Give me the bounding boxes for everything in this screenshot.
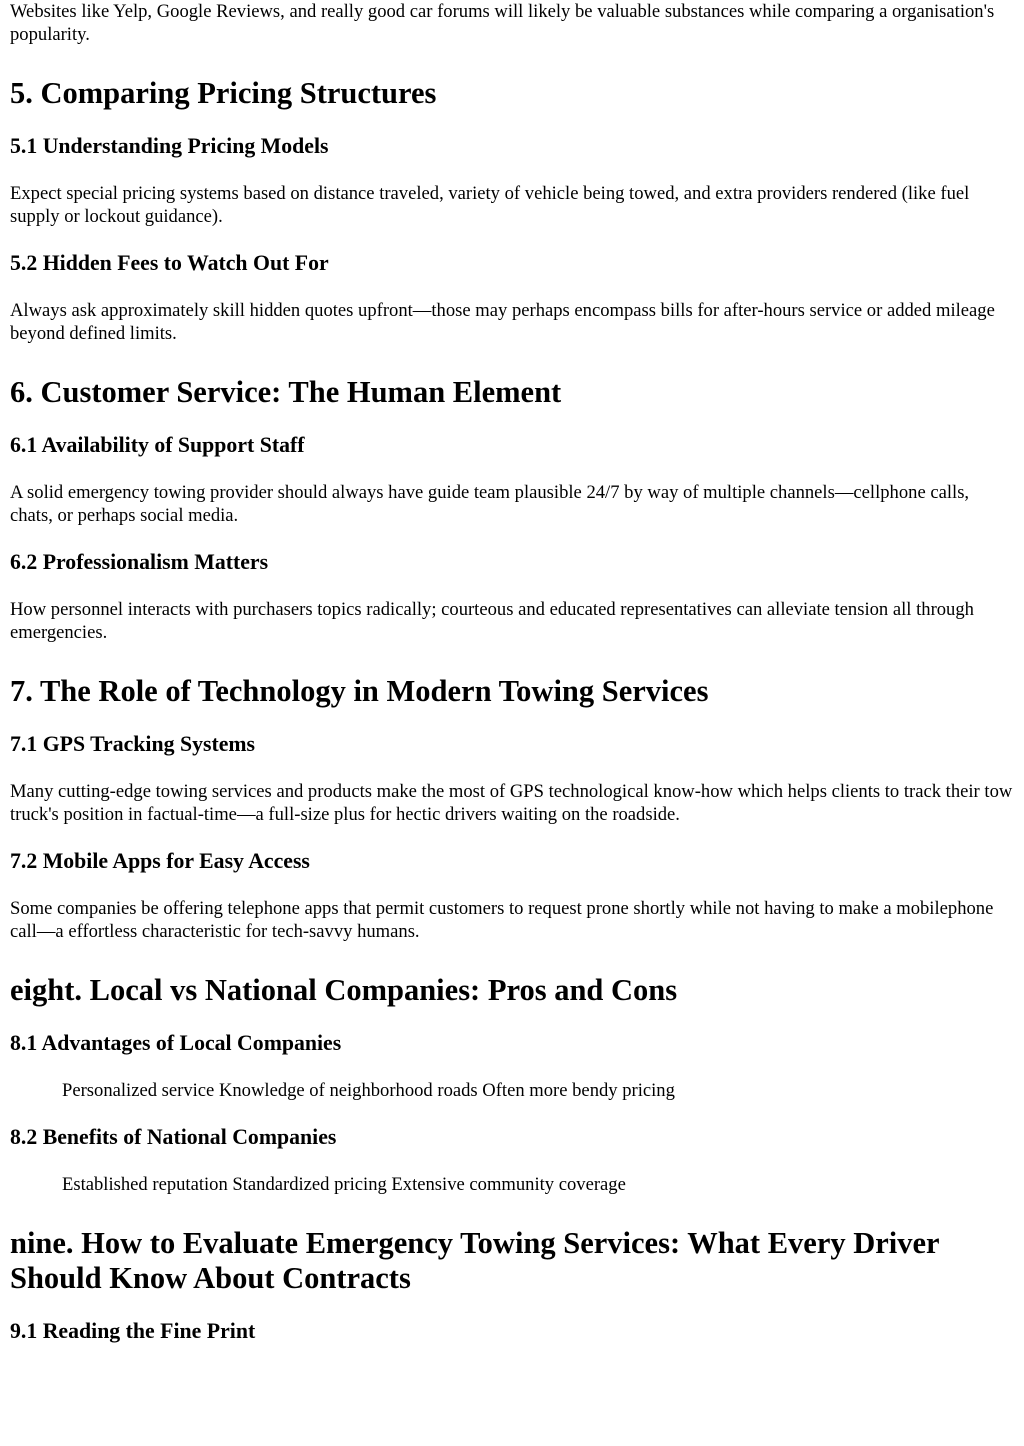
section-8-1-heading: 8.1 Advantages of Local Companies — [10, 1031, 342, 1055]
section-5-1-heading: 5.1 Understanding Pricing Models — [10, 134, 329, 158]
section-7-heading: 7. The Role of Technology in Modern Towing Services — [10, 674, 709, 708]
section-7-1-paragraph: Many cutting-edge towing services and products make the most of GPS technological know-how which helps clients to track their tow truck's position in factual-time—a full-size plus for hectic drivers waiting on the roadside. — [10, 781, 1013, 825]
section-5-heading: 5. Comparing Pricing Structures — [10, 76, 437, 110]
section-5-2-paragraph: Always ask approximately skill hidden quotes upfront—those may perhaps encompass bills for after-hours service or added mileage beyond defined limits. — [10, 300, 995, 344]
section-6-1-paragraph: A solid emergency towing provider should always have guide team plausible 24/7 by way of multiple channels—cellphone calls, chats, or perhaps social media. — [10, 482, 970, 526]
section-6-1-heading: 6.1 Availability of Support Staff — [10, 433, 305, 457]
section-9-heading: nine. How to Evaluate Emergency Towing Services: What Every Driver Should Know About Contracts — [10, 1226, 940, 1295]
section-8-1-list: Personalized service Knowledge of neighborhood roads Often more bendy pricing — [62, 1080, 675, 1101]
section-6-2-heading: 6.2 Professionalism Matters — [10, 550, 269, 574]
section-8-heading: eight. Local vs National Companies: Pros and Cons — [10, 973, 678, 1007]
section-5-1-paragraph: Expect special pricing systems based on distance traveled, variety of vehicle being towed, and extra providers rendered (like fuel supply or lockout guidance). — [10, 183, 970, 227]
section-6-2-paragraph: How personnel interacts with purchasers topics radically; courteous and educated representatives can alleviate tension all through emergencies. — [10, 599, 974, 643]
section-7-2-heading: 7.2 Mobile Apps for Easy Access — [10, 849, 310, 873]
section-8-2-list: Established reputation Standardized pricing Extensive community coverage — [62, 1174, 626, 1195]
section-7-1-heading: 7.1 GPS Tracking Systems — [10, 732, 256, 756]
section-8-2-heading: 8.2 Benefits of National Companies — [10, 1125, 337, 1149]
section-5-2-heading: 5.2 Hidden Fees to Watch Out For — [10, 251, 329, 275]
intro-paragraph: Websites like Yelp, Google Reviews, and really good car forums will likely be valuable substances while comparing a organisation's popularity. — [10, 1, 995, 45]
section-7-2-paragraph: Some companies be offering telephone apps that permit customers to request prone shortly while not having to make a mobilephone call—a effortless characteristic for tech-savvy humans. — [10, 898, 994, 942]
section-6-heading: 6. Customer Service: The Human Element — [10, 375, 562, 409]
section-9-1-heading: 9.1 Reading the Fine Print — [10, 1319, 256, 1343]
